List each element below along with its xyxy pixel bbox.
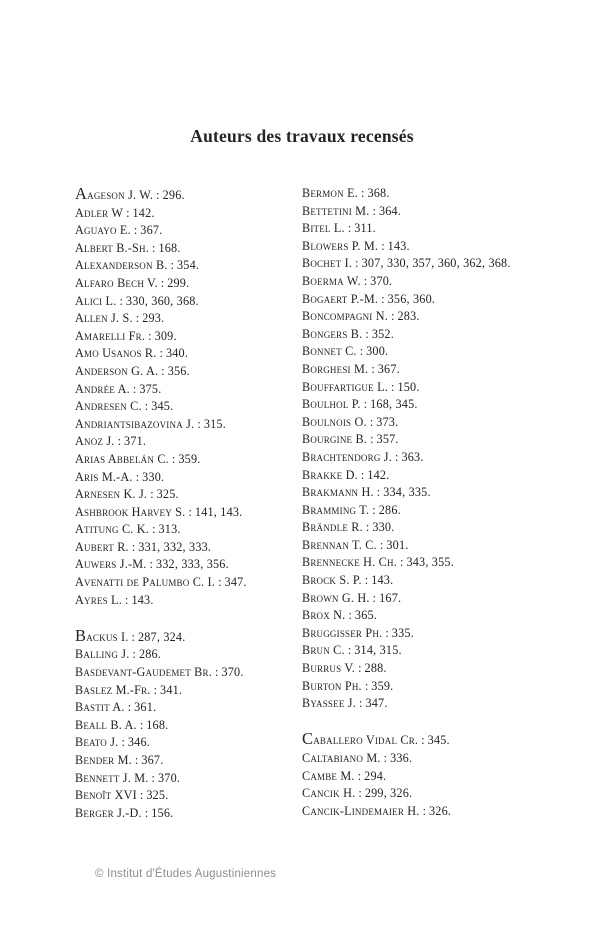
page-numbers: 141, 143. — [194, 504, 243, 519]
index-entry: Anoz J. : 371. — [75, 434, 147, 449]
index-entry: Brachtendorg J. : 363. — [302, 449, 424, 464]
author-name: Bennett J. M. — [75, 770, 149, 785]
author-name: Burton Ph. — [302, 678, 362, 693]
index-entry: Brock S. P. : 143. — [302, 573, 394, 588]
author-name: Brun C. — [302, 643, 345, 658]
page-numbers: 354. — [177, 258, 200, 273]
index-entry: Andrée A. : 375. — [75, 381, 162, 396]
index-column-right — [302, 185, 575, 822]
index-entry: Auwers J.-M. : 332, 333, 356. — [75, 557, 229, 572]
page-numbers: 330. — [142, 469, 165, 484]
page-numbers: 330, 360, 368. — [125, 293, 199, 308]
index-entry: Bennett J. M. : 370. — [75, 770, 181, 785]
author-name: Brennecke H. Ch. — [302, 555, 397, 570]
index-entry: Bouffartigue L. : 150. — [302, 379, 420, 394]
author-name: Brachtendorg J. — [302, 449, 392, 464]
author-name: Basdevant-Gaudemet Br. — [75, 665, 212, 680]
page-numbers: 286. — [138, 647, 162, 662]
index-entry: Burrus V. : 288. — [302, 661, 387, 676]
page-numbers: 364. — [378, 203, 402, 218]
index-section — [75, 627, 302, 823]
index-entry: Caltabiano M. : 336. — [302, 751, 413, 765]
index-entry: Brox N. : 365. — [302, 608, 378, 623]
index-entry: Bogaert P.-M. : 356, 360. — [302, 291, 436, 306]
page-numbers: 356, 360. — [387, 291, 436, 306]
page-numbers: 293. — [142, 311, 165, 326]
author-name: Anderson G. A. — [75, 363, 159, 378]
index-entry: Borghesi M. : 367. — [302, 361, 400, 376]
author-name: Atitung C. K. — [75, 522, 150, 537]
page-numbers: 343, 355. — [406, 555, 454, 570]
page-numbers: 346. — [127, 735, 151, 750]
page-numbers: 315. — [203, 416, 226, 431]
page-title: Auteurs des travaux recensés — [190, 126, 414, 146]
author-name: Bastit A. — [75, 700, 125, 715]
page-numbers: 143. — [371, 573, 394, 588]
page-numbers: 168, 345. — [370, 397, 418, 412]
author-name: Aris M.-A. — [75, 469, 133, 484]
author-name: Brock S. P. — [302, 573, 362, 588]
author-name: Alfaro Bech V. — [75, 275, 158, 290]
page-numbers: 142. — [367, 467, 390, 482]
index-section — [302, 730, 575, 820]
author-name: Byassee J. — [302, 696, 356, 711]
author-name: Amarelli Fr. — [75, 328, 146, 343]
index-entry: Bastit A. : 361. — [75, 700, 157, 715]
page-numbers: 311. — [354, 221, 376, 236]
page-numbers: 373. — [376, 414, 399, 429]
page-numbers: 314, 315. — [354, 643, 402, 658]
index-entry: Anderson G. A. : 356. — [75, 363, 190, 378]
page-numbers: 347. — [224, 575, 247, 590]
index-entry: Aageson J. W. : 296. — [75, 184, 185, 203]
author-name: Brox N. — [302, 608, 346, 623]
index-entry: Bender M. : 367. — [75, 753, 164, 767]
index-entry: Atitung C. K. : 313. — [75, 522, 181, 537]
author-name: Backus I. — [75, 625, 129, 645]
author-name: Bender M. — [75, 753, 132, 767]
index-entry: Alici L. : 330, 360, 368. — [75, 293, 199, 308]
author-name: Adler W — [75, 205, 124, 220]
index-entry: Baslez M.-Fr. : 341. — [75, 682, 183, 697]
author-name: Bramming T. — [302, 502, 370, 517]
index-entry: Adler W : 142. — [75, 205, 155, 220]
index-entry: Burton Ph. : 359. — [302, 678, 394, 693]
author-name: Beato J. — [75, 735, 119, 750]
page-numbers: 370. — [221, 665, 244, 680]
index-entry: Aris M.-A. : 330. — [75, 469, 165, 484]
index-entry: Arias Abbelán C. : 359. — [75, 451, 201, 466]
page-numbers: 150. — [397, 379, 420, 394]
page-numbers: 307, 330, 357, 360, 362, 368. — [361, 256, 511, 271]
author-name: Cambe M. — [302, 768, 355, 783]
page-numbers: 340. — [165, 346, 189, 361]
index-entry: Ayres L. : 143. — [75, 592, 154, 607]
author-name: Boulhol P. — [302, 397, 361, 412]
page-numbers: 365. — [354, 608, 378, 623]
page-numbers: 334, 335. — [383, 485, 431, 500]
index-entry: Beato J. : 346. — [75, 735, 151, 750]
author-name: Baslez M.-Fr. — [75, 682, 151, 697]
index-entry: Bourgine B. : 357. — [302, 432, 399, 447]
author-name: Caltabiano M. — [302, 751, 381, 765]
index-entry: Bochet I. : 307, 330, 357, 360, 362, 368. — [302, 256, 511, 271]
section-lead-capital: B — [75, 625, 87, 645]
author-name: Andrée A. — [75, 381, 130, 396]
author-name: Allen J. S. — [75, 311, 133, 326]
author-name: Bochet I. — [302, 256, 353, 271]
author-name: Benoît XVI — [75, 788, 137, 803]
index-entry: Bonnet C. : 300. — [302, 344, 389, 359]
page-numbers: 359. — [371, 678, 394, 693]
page-numbers: 296. — [162, 188, 185, 202]
page-numbers: 375. — [139, 381, 162, 396]
page-numbers: 345. — [427, 733, 450, 748]
index-entry: Cancik-Lindemaier H. : 326. — [302, 803, 452, 818]
index-entry: Brennan T. C. : 301. — [302, 537, 409, 552]
author-name: Arias Abbelán C. — [75, 451, 169, 466]
index-section — [75, 185, 302, 609]
author-name: Bongers B. — [302, 326, 363, 341]
index-entry: Brun C. : 314, 315. — [302, 643, 402, 658]
page-numbers: 286. — [378, 502, 401, 517]
index-entry: Bitel L. : 311. — [302, 221, 376, 236]
index-entry: Bermon E. : 368. — [302, 186, 390, 200]
page-numbers: 283. — [397, 309, 420, 324]
author-name: Bourgine B. — [302, 432, 368, 447]
index-entry: Boerma W. : 370. — [302, 273, 393, 288]
page-numbers: 367. — [377, 361, 400, 376]
author-name: Cancik-Lindemaier H. — [302, 803, 420, 818]
author-name: Aageson J. W. — [75, 184, 154, 203]
index-entry: Balling J. : 286. — [75, 647, 162, 662]
index-entry: Alfaro Bech V. : 299. — [75, 275, 190, 290]
page-numbers: 332, 333, 356. — [155, 557, 229, 572]
index-entry: Albert B.-Sh. : 168. — [75, 240, 181, 255]
index-entry: Amarelli Fr. : 309. — [75, 328, 177, 343]
author-name: Albert B.-Sh. — [75, 240, 149, 255]
page-numbers: 313. — [158, 522, 181, 537]
index-entry: Blowers P. M. : 143. — [302, 238, 410, 253]
page-numbers: 325. — [156, 487, 179, 502]
author-name: Borghesi M. — [302, 361, 369, 376]
index-section — [302, 185, 575, 713]
author-name: Bogaert P.-M. — [302, 291, 379, 306]
author-name: Caballero Vidal Cr. — [302, 729, 419, 749]
author-name: Auwers J.-M. — [75, 557, 147, 572]
page-numbers: 368. — [367, 186, 390, 200]
author-name: Amo Usanos R. — [75, 346, 157, 361]
author-name: Alexanderson B. — [75, 258, 168, 273]
page-numbers: 143. — [387, 238, 410, 253]
index-entry: Basdevant-Gaudemet Br. : 370. — [75, 665, 244, 680]
index-entry: Andresen C. : 345. — [75, 399, 174, 414]
index-entry: Bruggisser Ph. : 335. — [302, 625, 414, 640]
page-numbers: 168. — [146, 717, 169, 732]
page-numbers: 347. — [365, 696, 388, 711]
author-name: Boncompagni N. — [302, 309, 389, 324]
author-name: Arnesen K. J. — [75, 487, 148, 502]
index-entry: Brakke D. : 142. — [302, 467, 390, 482]
page-numbers: 341. — [160, 682, 183, 697]
page-numbers: 167. — [379, 590, 402, 605]
index-entry: Cancik H. : 299, 326. — [302, 786, 413, 801]
author-name: Alici L. — [75, 293, 117, 308]
page-numbers: 142. — [132, 205, 155, 220]
index-entry: Aguayo E. : 367. — [75, 223, 163, 238]
index-entry: Avenatti de Palumbo C. I. : 347. — [75, 575, 247, 590]
author-name: Boulnois O. — [302, 414, 367, 429]
page-numbers: 331, 332, 333. — [138, 539, 212, 554]
index-entry: Ashbrook Harvey S. : 141, 143. — [75, 504, 243, 519]
index-entry: Beall B. A. : 168. — [75, 717, 169, 732]
index-entry: Brändle R. : 330. — [302, 520, 395, 535]
index-entry: Bramming T. : 286. — [302, 502, 401, 517]
index-entry: Andriantsibazovina J. : 315. — [75, 416, 226, 431]
page-numbers: 288. — [364, 661, 387, 676]
author-name: Berger J.-D. — [75, 805, 142, 820]
author-name: Bruggisser Ph. — [302, 625, 383, 640]
page-numbers: 336. — [390, 751, 413, 765]
page-numbers: 363. — [401, 449, 424, 464]
author-name: Ayres L. — [75, 592, 122, 607]
index-column-left — [75, 185, 302, 822]
page-numbers: 371. — [124, 434, 147, 449]
section-lead-capital: C — [302, 729, 314, 749]
page-numbers: 143. — [131, 592, 154, 607]
author-name: Bettetini M. — [302, 203, 370, 218]
page-numbers: 370. — [370, 273, 393, 288]
page-numbers: 299. — [167, 275, 190, 290]
author-name: Bonnet C. — [302, 344, 357, 359]
page-numbers: 168. — [158, 240, 181, 255]
author-name: Beall B. A. — [75, 717, 137, 732]
page-numbers: 309. — [154, 328, 177, 343]
page-numbers: 294. — [364, 768, 387, 783]
section-lead-capital: A — [75, 184, 88, 203]
index-entry: Bongers B. : 352. — [302, 326, 394, 341]
index-entry: Cambe M. : 294. — [302, 768, 387, 783]
index-entry: Boulnois O. : 373. — [302, 414, 399, 429]
index-entry: Bettetini M. : 364. — [302, 203, 402, 218]
page-numbers: 301. — [386, 537, 409, 552]
page-numbers: 359. — [178, 451, 201, 466]
index-entry: Allen J. S. : 293. — [75, 311, 165, 326]
author-name: Ashbrook Harvey S. — [75, 504, 186, 519]
author-name: Brakmann H. — [302, 485, 374, 500]
page-numbers: 367. — [141, 753, 164, 767]
page-numbers: 345. — [151, 399, 174, 414]
page-numbers: 287, 324. — [137, 629, 186, 644]
index-entry: Brakmann H. : 334, 335. — [302, 485, 431, 500]
page-numbers: 325. — [146, 788, 169, 803]
page-numbers: 156. — [151, 805, 174, 820]
author-name: Blowers P. M. — [302, 238, 379, 253]
index-entry: Alexanderson B. : 354. — [75, 258, 200, 273]
author-name: Avenatti de Palumbo C. I. — [75, 575, 216, 590]
author-name: Andriantsibazovina J. — [75, 416, 195, 431]
index-columns — [75, 185, 575, 822]
index-entry: Berger J.-D. : 156. — [75, 805, 174, 820]
page-numbers: 326. — [429, 803, 452, 818]
author-name: Boerma W. — [302, 273, 361, 288]
author-name: Burrus V. — [302, 661, 356, 676]
page-numbers: 357. — [376, 432, 399, 447]
author-name: Brakke D. — [302, 467, 358, 482]
copyright-footer: © Institut d'Études Augustiniennes — [95, 868, 277, 880]
author-name: Anoz J. — [75, 434, 115, 449]
index-entry: Backus I. : 287, 324. — [75, 625, 186, 645]
page-numbers: 299, 326. — [364, 786, 413, 801]
author-name: Aubert R. — [75, 539, 129, 554]
index-entry: Aubert R. : 331, 332, 333. — [75, 539, 212, 554]
author-name: Bermon E. — [302, 186, 358, 200]
index-entry: Caballero Vidal Cr. : 345. — [302, 729, 450, 749]
index-entry: Amo Usanos R. : 340. — [75, 346, 189, 361]
author-name: Balling J. — [75, 647, 130, 662]
page-numbers: 335. — [391, 625, 414, 640]
index-entry: Byassee J. : 347. — [302, 696, 388, 711]
index-entry: Boulhol P. : 168, 345. — [302, 397, 418, 412]
author-name: Aguayo E. — [75, 223, 131, 238]
author-name: Brown G. H. — [302, 590, 370, 605]
index-entry: Arnesen K. J. : 325. — [75, 487, 179, 502]
author-name: Bitel L. — [302, 221, 345, 236]
index-entry: Brennecke H. Ch. : 343, 355. — [302, 555, 454, 570]
page-numbers: 352. — [371, 326, 394, 341]
page-numbers: 300. — [366, 344, 389, 359]
author-name: Bouffartigue L. — [302, 379, 388, 394]
page-numbers: 367. — [140, 223, 163, 238]
author-name: Brennan T. C. — [302, 537, 377, 552]
index-entry: Brown G. H. : 167. — [302, 590, 402, 605]
page-numbers: 370. — [157, 770, 181, 785]
page-numbers: 361. — [134, 700, 157, 715]
author-name: Cancik H. — [302, 786, 356, 801]
page-numbers: 330. — [372, 520, 395, 535]
page-numbers: 356. — [167, 363, 190, 378]
index-entry: Boncompagni N. : 283. — [302, 309, 420, 324]
index-entry: Benoît XVI : 325. — [75, 788, 169, 803]
author-name: Andresen C. — [75, 399, 142, 414]
author-name: Brändle R. — [302, 520, 363, 535]
